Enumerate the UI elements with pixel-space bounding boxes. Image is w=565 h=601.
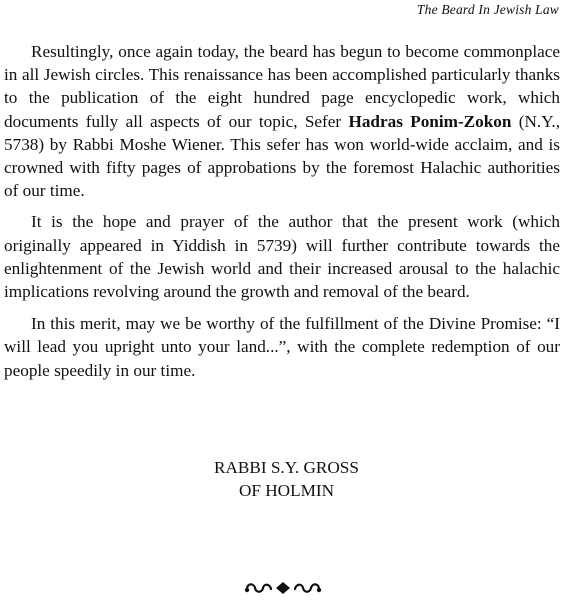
running-header: The Beard In Jewish Law bbox=[416, 2, 559, 17]
paragraph-beard-renaissance bbox=[4, 40, 560, 202]
paragraph-divine-promise: In this merit, may we be worthy of the fulfillment of the Divine Promise: “I will lead you upright unto your land...”, with the complete redemption of our people speedily in our time. bbox=[4, 314, 560, 380]
signature-place: OF HOLMIN bbox=[238, 481, 334, 500]
signature-name: RABBI S.Y. GROSS bbox=[214, 458, 359, 477]
scroll-diamond-ornament-icon bbox=[244, 580, 322, 596]
paragraph-1-text-start: Resultingly, once again today, the beard has begun to become commonplace in all Jewish circles. This renaissance has been accomplished particularly thanks to the publication of the eight hundred page encyclopedic work, which documents fully all aspects of our topic, Sefer bbox=[4, 42, 560, 131]
signature-block bbox=[0, 456, 565, 502]
book-title-hadras-ponim-zokon: Hadras Ponim-Zokon bbox=[348, 111, 512, 131]
body-text bbox=[4, 40, 560, 391]
paragraph-1-text-end: (N.Y., 5738) by Rabbi Moshe Wiener. This sefer has won world-wide acclaim, and is crowned with fifty pages of approbations by the foremost Halachic authorities of our time. bbox=[4, 111, 560, 201]
ornament-divider bbox=[0, 580, 565, 601]
paragraph-author-hope: It is the hope and prayer of the author that the present work (which originally appeared in Yiddish in 5739) will further contribute towards the enlightenment of the Jewish world and their increased arousal to the halachic implications revolving around the growth and removal of the beard. bbox=[4, 212, 560, 302]
